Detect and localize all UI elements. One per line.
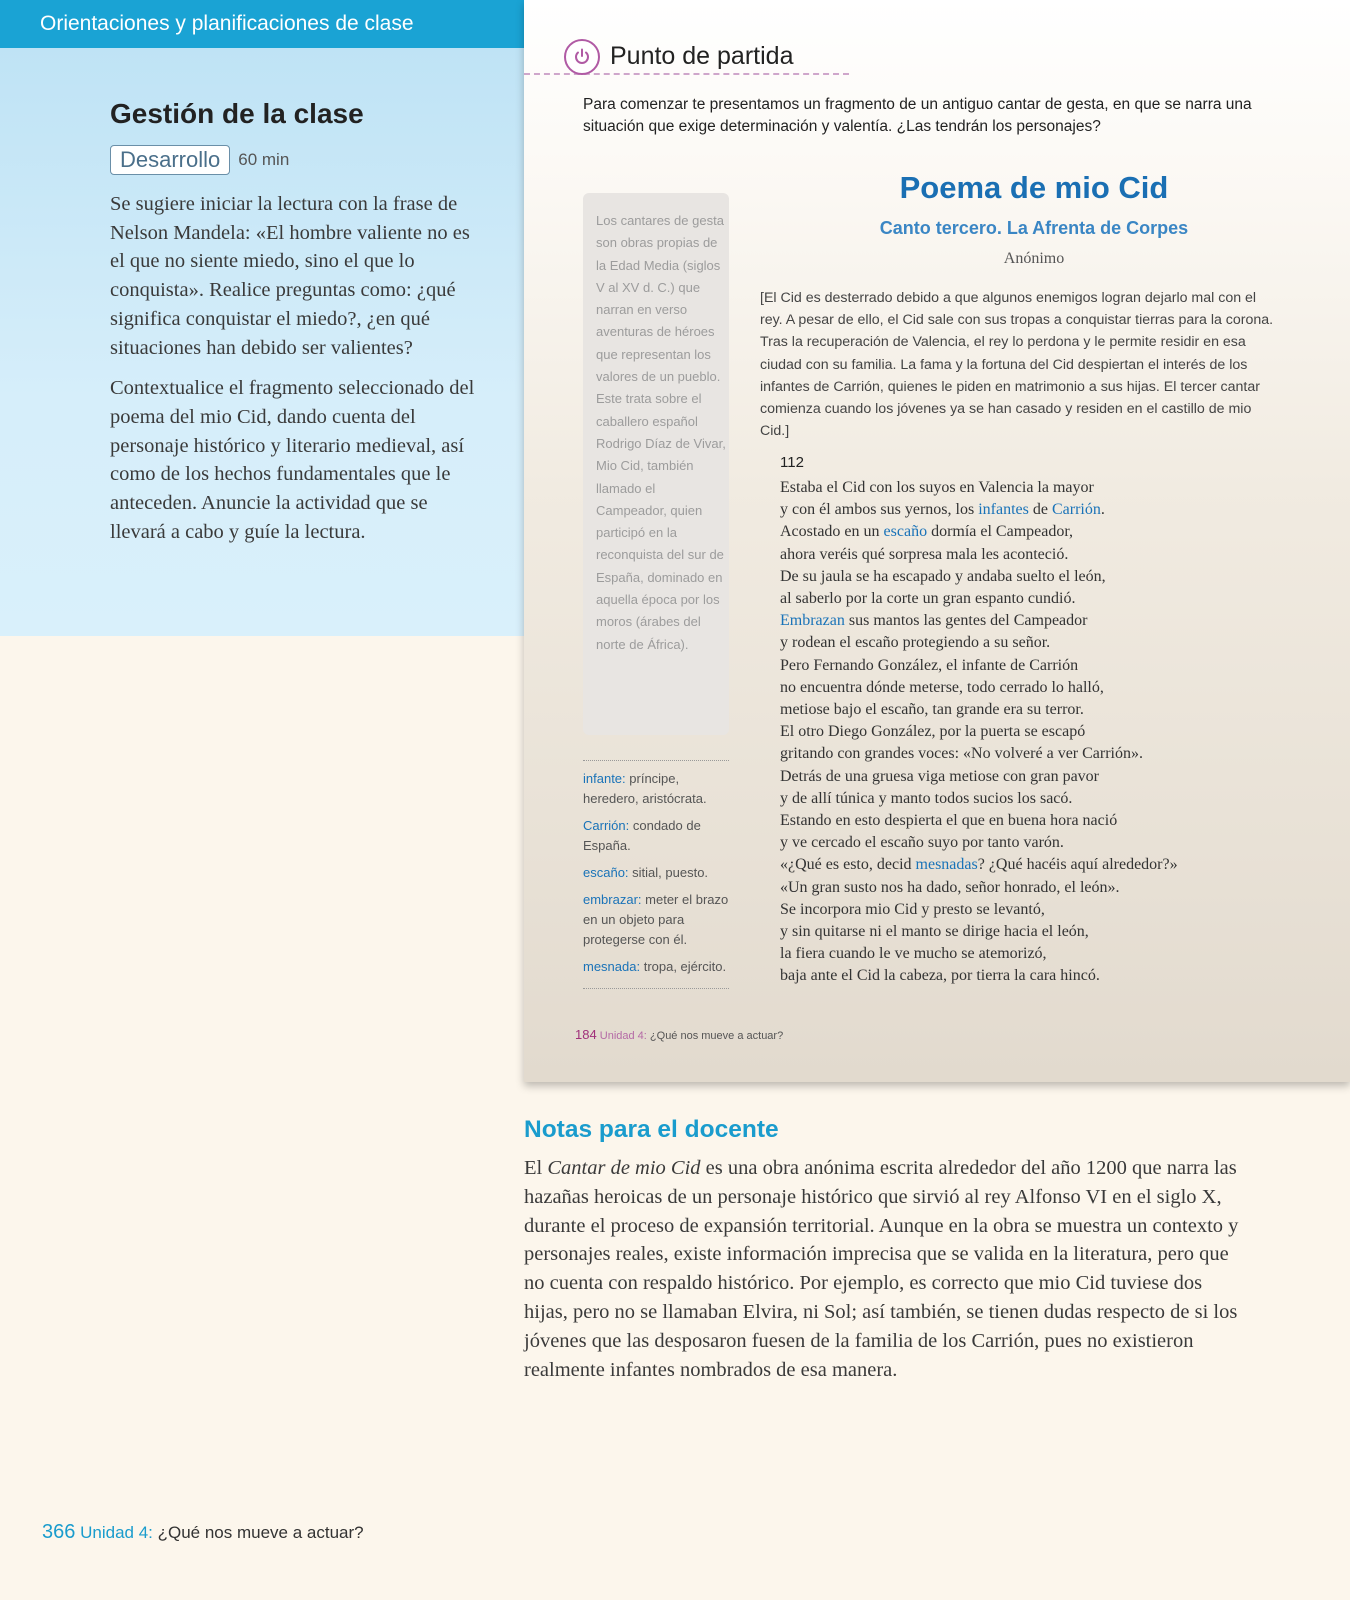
header-title: Orientaciones y planificaciones de clase [40, 12, 414, 35]
verse-line: la fiera cuando le ve mucho se atemorizó, [780, 945, 1047, 963]
glossary-item: embrazar: meter el brazo en un objeto para protegerse con él. [583, 892, 729, 947]
verse-line: y sin quitarse ni el manto se dirige hacia el león, [780, 923, 1089, 941]
verse-line: gritando con grandes voces: «No volveré a ver Carrión». [780, 745, 1143, 763]
glossary-item: escaño: sitial, puesto. [583, 865, 709, 880]
page-footer [42, 1521, 364, 1544]
book-page [524, 0, 1350, 1082]
power-icon [564, 39, 600, 75]
glossary-item: mesnada: tropa, ejército. [583, 959, 727, 974]
verse-line: Estaba el Cid con los suyos en Valencia la mayor [780, 479, 1094, 496]
section-divider [524, 73, 849, 75]
glossary [583, 760, 729, 989]
poem-subtitle: Canto tercero. La Afrenta de Corpes [879, 218, 1189, 238]
verse-line: Estando en esto despierta el que en buena hora nació [780, 812, 1118, 830]
section-title: Punto de partida [610, 42, 794, 70]
notes-body: El Cantar de mio Cid es una obra anónima escrita alrededor del año 1200 que narra las hazañas heroicas de un personaje histórico que sirvió al rey Alfonso VI en el siglo X, durante el proceso de expansión territorial. Aunque en la obra se muestra un contexto y personajes reales, existe información imprecisa que se valida en la literatura, pero que no cuenta con respaldo histórico. Por ejemplo, es correcto que mio Cid tuviese dos hijas, pero no se llamaban Elvira, ni Sol; así también, se tienen dudas respecto de si los jóvenes que las desposaron fuesen de la familia de los Carrión, pues no existieron realmente infantes nombrados de esa manera. [524, 1157, 1239, 1381]
unit-label: Unidad 4: [80, 1523, 153, 1542]
intro-text: Para comenzar te presentamos un fragmento de un antiguo cantar de gesta, en que se narra una situación que exige determinación y valentía. ¿Las tendrán los personajes? [583, 96, 1252, 135]
left-text [110, 190, 480, 558]
verse-line: ahora veréis qué sorpresa mala les aconteció. [780, 545, 1069, 563]
side-note: Los cantares de gesta son obras propias de la Edad Media (siglos V al XV d. C.) que narran en verso aventuras de héroes que representan los valores de un pueblo. Este trata sobre el caballero español Rodrigo Díaz de Vivar, Mio Cid, también llamado el Campeador, quien participó en la reconquista del sur de España, dominado en aquella época por los moros (árabes del norte de África). [596, 213, 726, 652]
phase-badge: Desarrollo [110, 145, 230, 175]
gestion-title: Gestión de la clase [110, 98, 364, 129]
verse-number: 112 [780, 454, 804, 471]
verse-line: «¿Qué es esto, decid mesnadas? ¿Qué hacéis aquí alrededor?» [780, 856, 1178, 874]
poem-author: Anónimo [1003, 250, 1065, 267]
book-page-footer [575, 1027, 783, 1042]
verse-line: Pero Fernando González, el infante de Carrión [780, 656, 1079, 674]
verse-line: Se incorpora mio Cid y presto se levantó, [780, 900, 1045, 918]
page-number: 366 [42, 1521, 76, 1543]
phase-time: 60 min [238, 150, 290, 169]
notes-title: Notas para el docente [524, 1116, 779, 1143]
book-unit-question: ¿Qué nos mueve a actuar? [646, 1030, 784, 1042]
verse-line: «Un gran susto nos ha dado, señor honrado, el león». [780, 878, 1120, 896]
unit-question: ¿Qué nos mueve a actuar? [152, 1523, 364, 1542]
verse-line: no encuentra dónde meterse, todo cerrado lo halló, [780, 678, 1104, 696]
badge-row [110, 145, 289, 175]
verse-line: baja ante el Cid la cabeza, por tierra la cara hincó. [780, 967, 1100, 985]
verse-line: Acostado en un escaño dormía el Campeador, [780, 523, 1074, 541]
book-page-number: 184 [575, 1027, 597, 1042]
glossary-item: infante: príncipe, heredero, aristócrata. [583, 771, 707, 806]
header-band [0, 0, 524, 48]
book-unit-label: Unidad 4: [599, 1030, 647, 1042]
verse-line: al saberlo por la corte un gran espanto cundió. [780, 590, 1076, 608]
verse-line: y con él ambos sus yernos, los infantes de Carrión. [780, 501, 1105, 519]
poem-title: Poema de mio Cid [899, 170, 1169, 205]
verse-line: El otro Diego González, por la puerta se escapó [780, 723, 1086, 741]
glossary-item: Carrión: condado de España. [583, 818, 701, 853]
verse-line: Detrás de una gruesa viga metiose con gran pavor [780, 767, 1099, 785]
verse-line: y ve cercado el escaño suyo por tanto varón. [780, 834, 1064, 852]
left-paragraph-2: Contextualice el fragmento seleccionado del poema del mio Cid, dando cuenta del personaje histórico y literario medieval, así como de los hechos fundamentales que le anteceden. Anuncie la actividad que se llevará a cabo y guíe la lectura. [110, 377, 475, 543]
verse-line: Embrazan sus mantos las gentes del Campeador [780, 612, 1088, 630]
verse-line: metiose bajo el escaño, tan grande era su terror. [780, 701, 1084, 719]
verse-line: y rodean el escaño protegiendo a su señor. [780, 634, 1051, 652]
verse-line: y de allí túnica y manto todos sucios los sacó. [780, 789, 1073, 807]
poem-intro: [El Cid es desterrado debido a que algunos enemigos logran dejarlo mal con el rey. A pesar de ello, el Cid sale con sus tropas a conquistar tierras para la corona. Tras la recuperación de Valencia, el rey lo perdona y le permite residir en esa ciudad con su familia. La fama y la fortuna del Cid despiertan el interés de los infantes de Carrión, quienes le piden en matrimonio a sus hijas. El tercer cantar comienza cuando los jóvenes ya se han casado y residen en el castillo de mio Cid.] [760, 290, 1274, 440]
poem-verses [780, 477, 1340, 988]
left-paragraph-1: Se sugiere iniciar la lectura con la frase de Nelson Mandela: «El hombre valiente no es el que no siente miedo, sino el que lo conquista». Realice preguntas como: ¿qué significa conquistar el miedo?, ¿en qué situaciones han debido ser valientes? [110, 193, 470, 359]
verse-line: De su jaula se ha escapado y andaba suelto el león, [780, 567, 1106, 585]
